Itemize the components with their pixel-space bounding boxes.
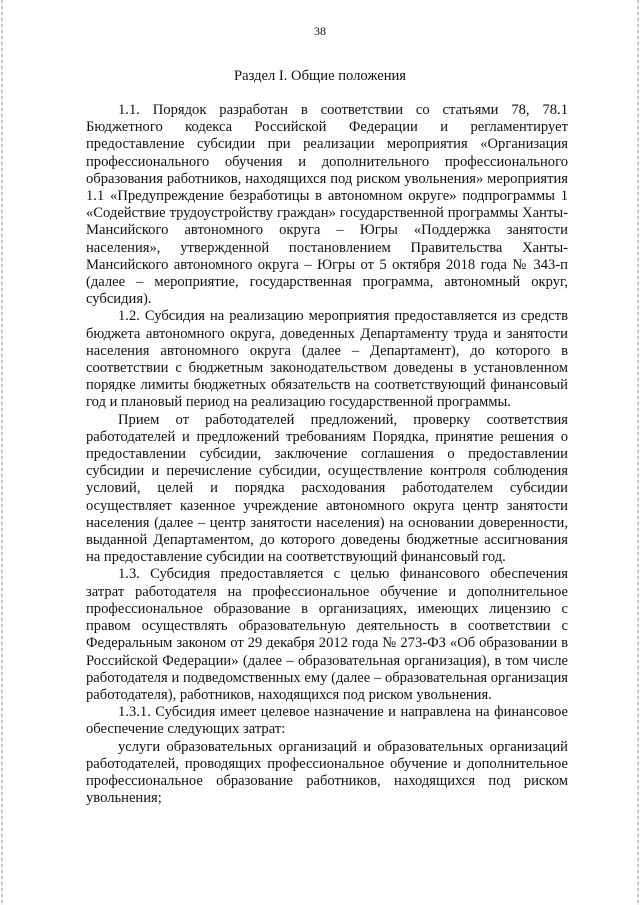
paragraph-reception: Прием от работодателей предложений, проверку соответствия работодателей и предложений требованиям Порядка, принятие решения о предоставлении субсидии, заключение соглашения о предоставлении субсидии и перечисление субсидии, осуществление контроля соблюдения условий, целей и порядка расходования работодателем субсидии осуществляет казенное учреждение автономного округа центр занятости населения (далее – центр занятости населения) на основании доверенности, выданной Департаментом, до которого доведены бюджетные ассигнования на предоставление субсидии на соответствующий финансовый год.	[86, 411, 568, 566]
scan-edge-left	[1, 0, 3, 905]
paragraph-services: услуги образовательных организаций и образовательных организаций работодателей, проводящих профессиональное обучение и дополнительное профессиональное образование работников, находящихся под риском увольнения;	[86, 738, 568, 807]
body-text	[86, 102, 568, 807]
page-number: 38	[314, 24, 326, 38]
paragraph-1-2: 1.2. Субсидия на реализацию мероприятия предоставляется из средств бюджета автономного округа, доведенных Департаменту труда и занятости населения автономного округа (далее – Департамент), до которого в соответствии с бюджетным законодательством доведены в установленном порядке лимиты бюджетных обязательств на соответствующий финансовый год и плановый период на реализацию государственной программы.	[86, 308, 568, 411]
scan-edge-right	[637, 0, 639, 905]
paragraph-1-3: 1.3. Субсидия предоставляется с целью финансового обеспечения затрат работодателя на профессиональное обучение и дополнительное профессиональное образование в организациях, имеющих лицензию с правом осуществлять образовательную деятельность в соответствии с Федеральным законом от 29 декабря 2012 года № 273-ФЗ «Об образовании в Российской Федерации» (далее – образовательная организация), в том числе работодателя и подведомственных ему (далее – образовательная организация работодателя), работников, находящихся под риском увольнения.	[86, 566, 568, 703]
section-heading: Раздел I. Общие положения	[233, 68, 407, 84]
paragraph-1-3-1: 1.3.1. Субсидия имеет целевое назначение и направлена на финансовое обеспечение следующих затрат:	[86, 704, 568, 738]
paragraph-1-1: 1.1. Порядок разработан в соответствии со статьями 78, 78.1 Бюджетного кодекса Российской Федерации и регламентирует предоставление субсидии при реализации мероприятия «Организация профессионального обучения и дополнительного профессионального образования работников, находящихся под риском увольнения» мероприятия 1.1 «Предупреждение безработицы в автономном округе» подпрограммы 1 «Содействие трудоустройству граждан» государственной программы Ханты-Мансийского автономного округа – Югры «Поддержка занятости населения», утвержденной постановлением Правительства Ханты-Мансийского автономного округа – Югры от 5 октября 2018 года № 343-п (далее – мероприятие, государственная программа, автономный округ, субсидия).	[86, 102, 568, 308]
